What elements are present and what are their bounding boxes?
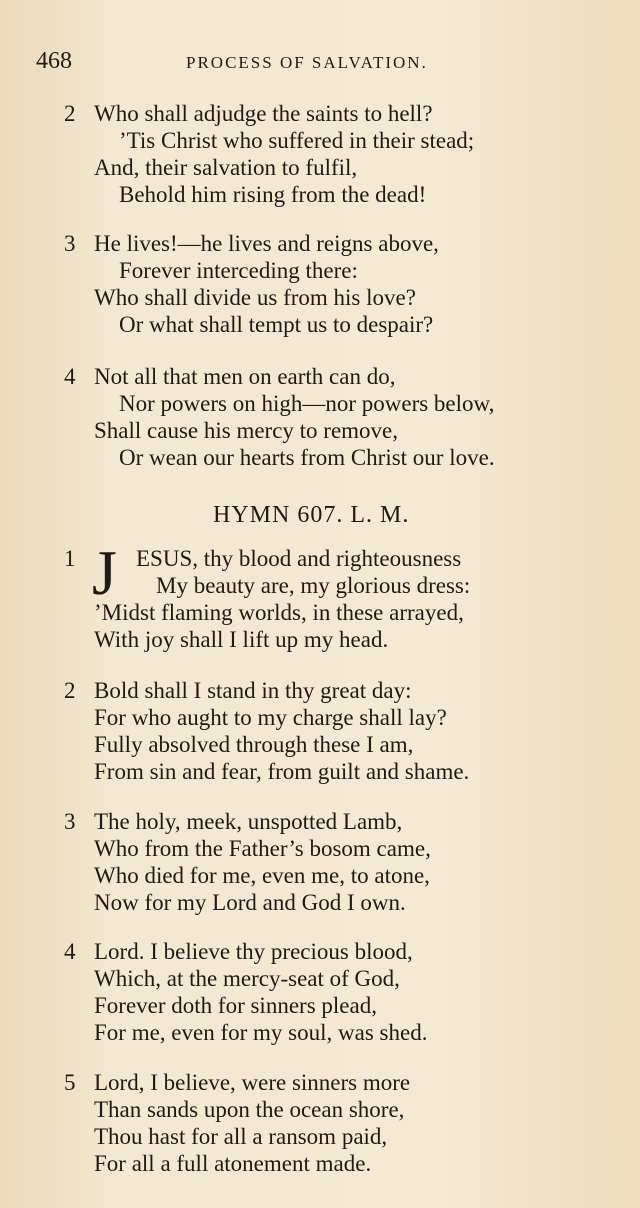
verse-line: ’Midst flaming worlds, in these arrayed, (94, 600, 464, 625)
verse-number: 4 (64, 364, 76, 389)
verse-number: 3 (64, 231, 76, 256)
verse-number: 2 (64, 678, 76, 703)
verse-line: Lord, I believe, were sinners more (94, 1070, 411, 1095)
verse-line: Who shall divide us from his love? (94, 285, 416, 310)
verse-line: Who from the Father’s bosom came, (94, 836, 431, 861)
verse-line: The holy, meek, unspotted Lamb, (94, 809, 403, 834)
verse-number: 5 (64, 1070, 76, 1095)
verse-line: Or what shall tempt us to despair? (119, 312, 434, 337)
verse-number: 4 (64, 939, 76, 964)
verse-number: 1 (64, 546, 76, 571)
verse-line: Not all that men on earth can do, (94, 364, 396, 389)
verse-line: Who shall adjudge the saints to hell? (94, 101, 433, 126)
hymn-title: HYMN 607. L. M. (213, 502, 410, 528)
verse-line: Which, at the mercy-seat of God, (94, 966, 400, 991)
verse-line: For all a full atonement made. (94, 1151, 372, 1176)
verse-line: ESUS, thy blood and righteousness (136, 546, 462, 571)
verse-number: 2 (64, 101, 76, 126)
verse-line: Than sands upon the ocean shore, (94, 1097, 405, 1122)
verse-line: Or wean our hearts from Christ our love. (119, 445, 495, 470)
verse-line: And, their salvation to fulfil, (94, 155, 358, 180)
verse-line: From sin and fear, from guilt and shame. (94, 759, 470, 784)
verse-line: He lives!—he lives and reigns above, (94, 231, 439, 256)
verse-line: Who died for me, even me, to atone, (94, 863, 430, 888)
verse-line: ’Tis Christ who suffered in their stead; (119, 128, 475, 153)
verse-line: Nor powers on high—nor powers below, (119, 391, 495, 416)
verse-line: Forever doth for sinners plead, (94, 993, 377, 1018)
verse-line: Behold him rising from the dead! (119, 182, 427, 207)
verse-line: Fully absolved through these I am, (94, 732, 414, 757)
verse-line: Now for my Lord and God I own. (94, 890, 406, 915)
verse-line: My beauty are, my glorious dress: (156, 573, 471, 598)
drop-cap: J (92, 537, 117, 608)
running-head: PROCESS OF SALVATION. (186, 53, 428, 72)
verse-line: Thou hast for all a ransom paid, (94, 1124, 388, 1149)
verse-line: Forever interceding there: (119, 258, 358, 283)
verse-line: Bold shall I stand in thy great day: (94, 678, 412, 703)
verse-line: Lord. I believe thy precious blood, (94, 939, 413, 964)
page-number: 468 (36, 48, 72, 74)
verse-line: Shall cause his mercy to remove, (94, 418, 399, 443)
verse-line: For me, even for my soul, was shed. (94, 1020, 428, 1045)
verse-line: For who aught to my charge shall lay? (94, 705, 447, 730)
verse-number: 3 (64, 809, 76, 834)
verse-line: With joy shall I lift up my head. (94, 627, 389, 652)
page-header (36, 46, 626, 82)
